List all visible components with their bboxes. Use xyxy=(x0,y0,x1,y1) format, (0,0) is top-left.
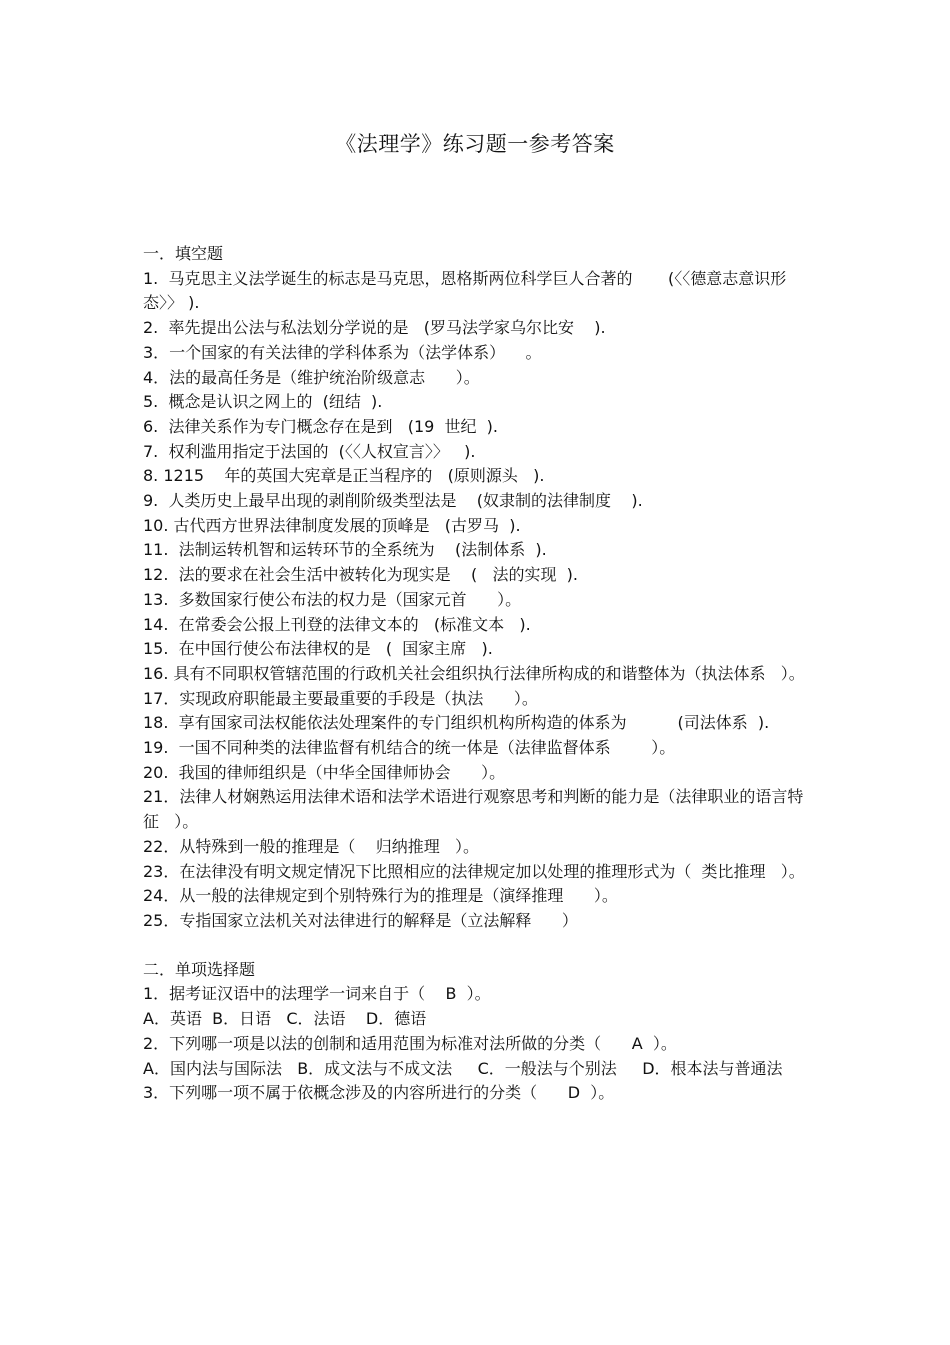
fill-in-item: 9. 人类历史上最早出现的剥削阶级类型法是 (奴隶制的法律制度 ). xyxy=(143,491,643,511)
fill-in-item: 5. 概念是认识之网上的 (纽结 ). xyxy=(143,392,383,412)
fill-in-item: 7. 权利滥用指定于法国的 (〈〈人权宣言〉〉 ). xyxy=(143,441,476,461)
fill-in-item: 25．专指国家立法机关对法律进行的解释是（立法解释 ） xyxy=(143,910,578,930)
fill-in-item: 4．法的最高任务是（维护统治阶级意志 ）。 xyxy=(143,367,480,387)
fill-in-item: 21．法律人材娴熟运用法律术语和法学术语进行观察思考和判断的能力是（法律职业的语言特征 ）。 xyxy=(143,787,804,832)
fill-in-item: 6. 法律关系作为专门概念存在是到 (19 世纪 ). xyxy=(143,416,498,436)
choice-question: 3．下列哪一项不属于依概念涉及的内容所进行的分类（ D ）。 xyxy=(143,1083,615,1103)
fill-in-item: 14. 在常委会公报上刊登的法律文本的 (标准文本 ). xyxy=(143,614,531,634)
section-spacer xyxy=(143,934,811,958)
fill-in-item: 10. 古代西方世界法律制度发展的顶峰是 (古罗马 ). xyxy=(143,515,521,535)
choice-question: 1．据考证汉语中的法理学一词来自于（ B ）。 xyxy=(143,984,491,1004)
fill-in-item: 8. 1215 年的英国大宪章是正当程序的 (原则源头 ). xyxy=(143,466,545,486)
fill-in-item: 24．从一般的法律规定到个别特殊行为的推理是（演绎推理 ）。 xyxy=(143,886,618,906)
fill-in-item: 12. 法的要求在社会生活中被转化为现实是 ( 法的实现 ). xyxy=(143,565,578,585)
fill-in-item: 18. 享有国家司法权能依法处理案件的专门组织机构所构造的体系为 (司法体系 ). xyxy=(143,713,770,733)
fill-in-item: 15. 在中国行使公布法律权的是 ( 国家主席 ). xyxy=(143,639,493,659)
choice-question: 2．下列哪一项是以法的创制和适用范围为标准对法所做的分类（ A ）。 xyxy=(143,1033,677,1053)
document-body xyxy=(143,242,811,1106)
section-heading-single-choice: 二．单项选择题 xyxy=(143,959,256,979)
choice-options: A．国内法与国际法 B．成文法与不成文法 C．一般法与个别法 D．根本法与普通法 xyxy=(143,1058,783,1078)
document-title: 《法理学》练习题一参考答案 xyxy=(335,132,615,156)
fill-in-item: 11. 法制运转机智和运转环节的全系统为 (法制体系 ). xyxy=(143,540,547,560)
fill-in-item: 3．一个国家的有关法律的学科体系为（法学体系） 。 xyxy=(143,342,542,362)
choice-options: A．英语 B．日语 C．法语 D．德语 xyxy=(143,1009,427,1029)
fill-in-item: 19. 一国不同种类的法律监督有机结合的统一体是（法律监督体系 ）。 xyxy=(143,738,676,758)
fill-in-item: 2. 率先提出公法与私法划分学说的是 (罗马法学家乌尔比安 ). xyxy=(143,318,606,338)
fill-in-item: 22．从特殊到一般的推理是（ 归纳推理 ）。 xyxy=(143,836,479,856)
fill-in-item: 23．在法律没有明文规定情况下比照相应的法律规定加以处理的推理形式为（ 类比推理 ）。 xyxy=(143,861,805,881)
fill-in-item: 16. 具有不同职权管辖范围的行政机关社会组织执行法律所构成的和谐整体为（执法体系 ）。 xyxy=(143,663,805,683)
fill-in-item: 20. 我国的律师组织是（中华全国律师协会 ）。 xyxy=(143,762,506,782)
fill-in-item: 17．实现政府职能最主要最重要的手段是（执法 ）。 xyxy=(143,688,538,708)
fill-in-item: 13. 多数国家行使公布法的权力是（国家元首 ）。 xyxy=(143,589,522,609)
section-heading-fill-in: 一．填空题 xyxy=(143,244,224,263)
fill-in-item: 1. 马克思主义法学诞生的标志是马克思，恩格斯两位科学巨人合著的 (〈〈德意志意识形态〉〉 ). xyxy=(143,268,787,313)
